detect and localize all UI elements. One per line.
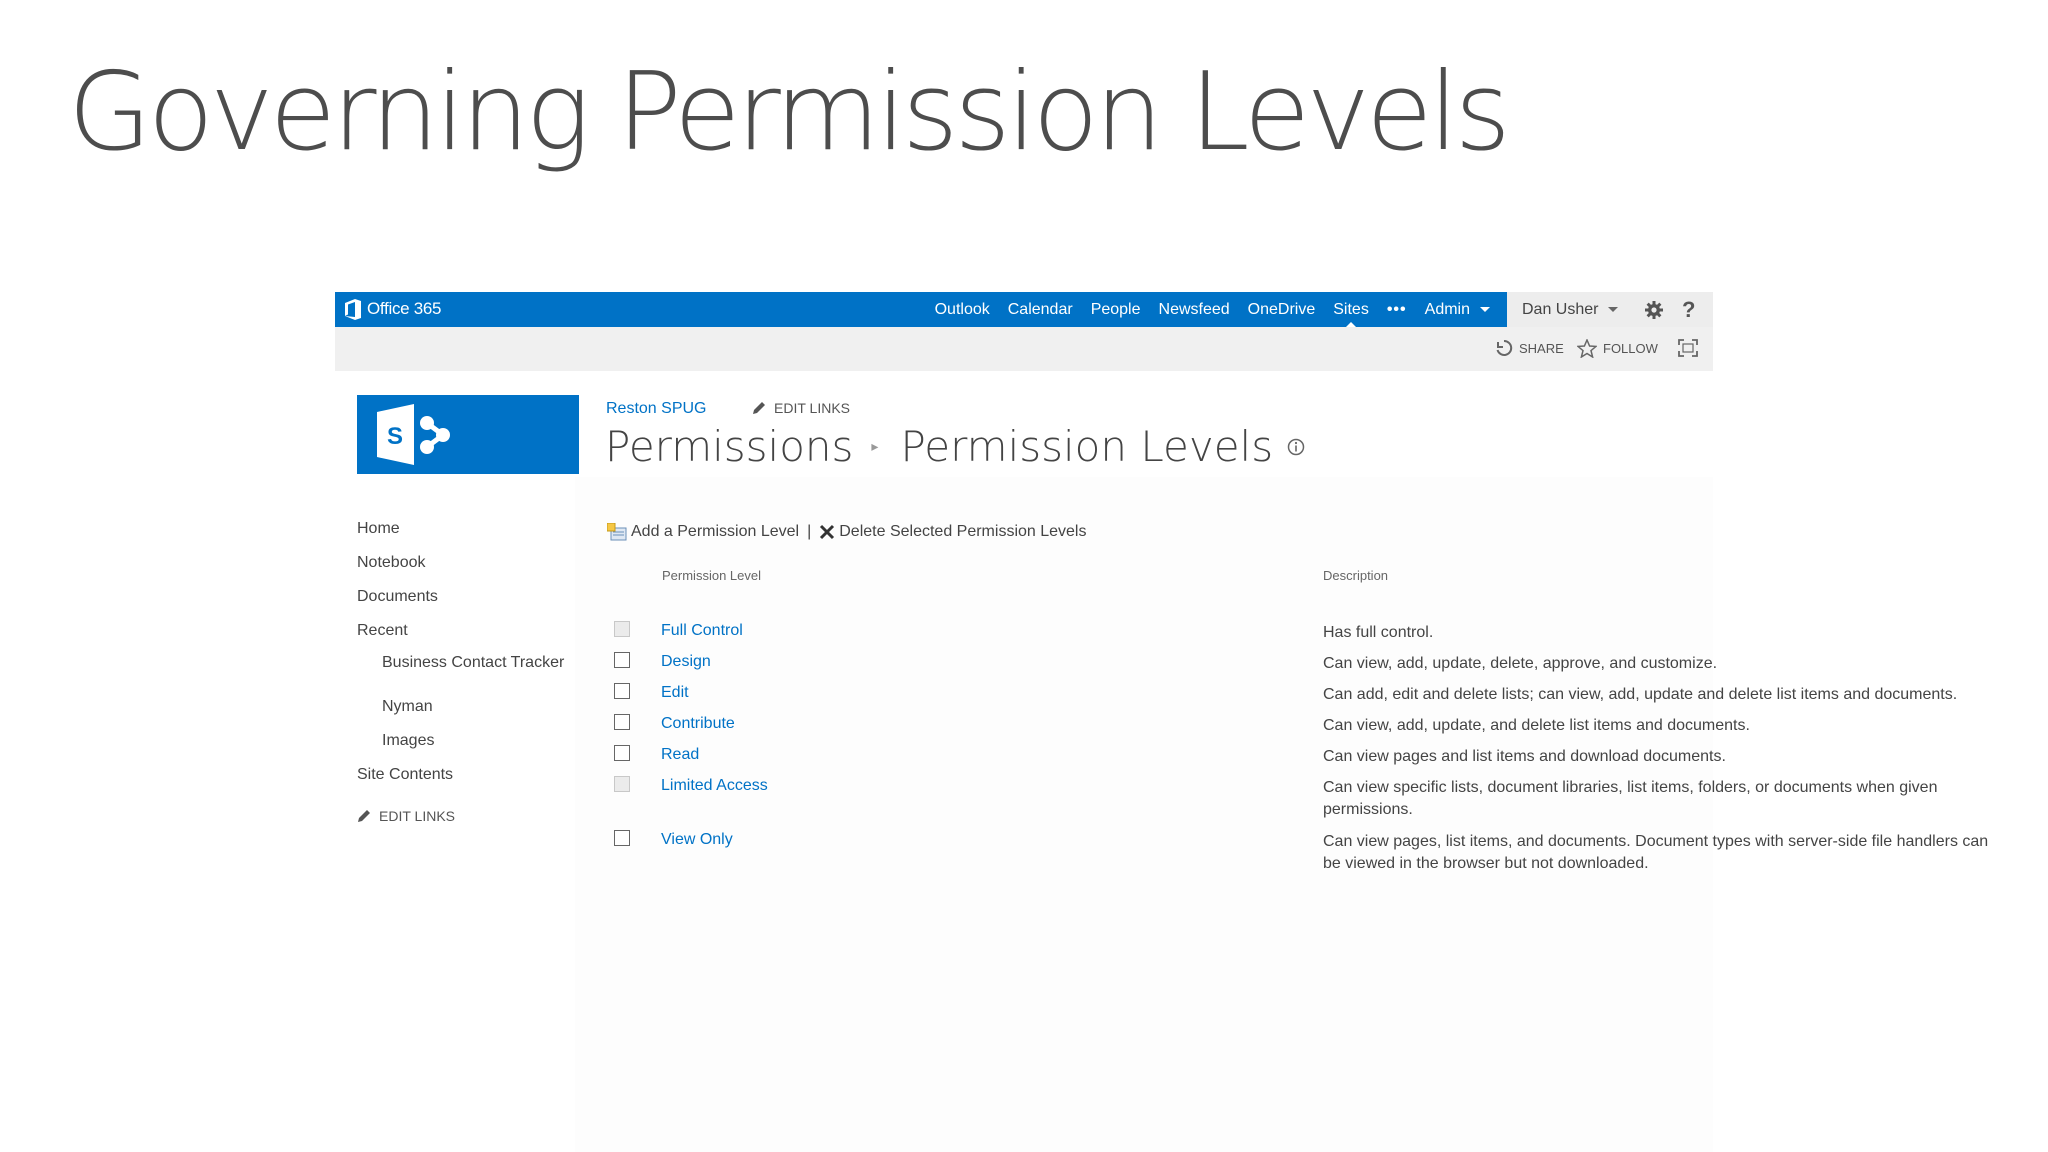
breadcrumb-arrow-icon: ▸ [871,438,879,455]
permission-level-description: Has full control. [1323,624,1434,641]
follow-label: FOLLOW [1603,341,1658,356]
table-row [606,829,1989,883]
suite-nav [926,292,1499,327]
permission-level-description: Can view specific lists, document libraries, list items, folders, or documents when given permissions. [1323,779,1938,818]
page-title [605,422,1305,471]
permission-level-description: Can view, add, update, and delete list items and documents. [1323,717,1750,734]
edit-links-label: EDIT LINKS [774,400,850,416]
focus-icon[interactable] [1678,339,1698,357]
add-permission-level-button[interactable] [607,523,799,541]
delete-permission-levels-button[interactable] [819,523,1086,541]
site-logo[interactable] [357,395,579,474]
ribbon-bar [335,327,1713,371]
column-header-permission-level: Permission Level [662,568,761,583]
nav-recent[interactable]: Recent [357,622,408,639]
row-checkbox[interactable] [614,652,630,668]
suite-nav-sites[interactable]: Sites [1333,292,1369,327]
slide-title: Governing Permission Levels [68,50,1507,175]
table-row [606,682,1958,713]
share-button[interactable] [1495,339,1564,357]
help-icon[interactable]: ? [1682,297,1696,322]
suite-nav-people[interactable]: People [1090,301,1141,318]
permission-level-link[interactable]: Read [661,746,700,763]
user-menu[interactable] [1522,292,1618,327]
left-nav [357,512,577,824]
suite-nav-outlook[interactable]: Outlook [934,301,990,318]
share-label: SHARE [1519,340,1564,356]
breadcrumb-permissions[interactable]: Permissions [605,422,854,471]
row-checkbox [614,776,630,792]
permission-level-description: Can view pages, list items, and documents. Document types with server-side file handlers can be viewed in the browser but not downloaded. [1323,833,1989,872]
row-checkbox[interactable] [614,683,630,699]
sharepoint-logo-icon [357,395,579,474]
pencil-icon [357,809,371,823]
share-icon [1495,339,1513,357]
follow-button[interactable] [1577,339,1658,358]
suite-nav-calendar[interactable]: Calendar [1007,301,1073,318]
site-link[interactable]: Reston SPUG [606,400,707,417]
nav-business-contact-tracker[interactable]: Business Contact Tracker [382,654,565,671]
table-row [606,651,1718,682]
admin-label: Admin [1424,301,1470,318]
permission-level-link[interactable]: Limited Access [661,777,768,794]
table-row [606,775,1938,829]
nav-documents[interactable]: Documents [357,588,438,605]
row-checkbox [614,621,630,637]
permission-level-link[interactable]: View Only [661,831,733,848]
nav-nyman[interactable]: Nyman [382,698,433,715]
info-icon[interactable] [1287,438,1305,456]
suite-nav-onedrive[interactable]: OneDrive [1247,301,1316,318]
nav-notebook[interactable]: Notebook [357,554,426,571]
star-icon [1577,339,1597,358]
permission-level-link[interactable]: Edit [661,684,689,701]
delete-permission-levels-label: Delete Selected Permission Levels [839,523,1087,540]
user-name: Dan Usher [1522,301,1599,318]
office365-brand[interactable]: Office 365 [367,299,442,318]
table-header [606,568,1666,620]
gear-icon[interactable] [1644,300,1664,320]
nav-images[interactable]: Images [382,732,435,749]
svg-text:S: S [386,423,404,450]
row-checkbox[interactable] [614,745,630,761]
permission-level-description: Can add, edit and delete lists; can view, add, update and delete list items and documents. [1323,686,1958,703]
pencil-icon [752,401,766,415]
chevron-down-icon [1608,307,1618,312]
office-logo-icon[interactable] [344,299,362,320]
chevron-down-icon [1480,307,1490,312]
permission-level-description: Can view, add, update, delete, approve, and customize. [1323,655,1718,672]
permission-level-link[interactable]: Contribute [661,715,735,732]
permission-level-link[interactable]: Full Control [661,622,743,639]
add-permission-icon [607,523,627,541]
permission-levels-table [606,568,1989,883]
row-checkbox[interactable] [614,714,630,730]
suite-bar [335,292,1713,327]
permission-level-description: Can view pages and list items and download documents. [1323,748,1726,765]
toolbar-separator: | [807,523,812,540]
edit-links-left[interactable] [357,808,577,824]
suite-nav-admin[interactable] [1425,292,1490,327]
suite-bar-user-area [1507,292,1713,327]
table-row [606,744,1726,775]
breadcrumb-current: Permission Levels [900,422,1274,471]
permission-level-link[interactable]: Design [661,653,711,670]
sharepoint-screenshot [335,292,1989,1152]
suite-nav-newsfeed[interactable]: Newsfeed [1158,301,1230,318]
edit-links-top[interactable] [752,400,850,416]
suite-nav-more[interactable]: ••• [1386,301,1407,318]
permission-toolbar [607,523,1086,541]
row-checkbox[interactable] [614,830,630,846]
table-row [606,713,1750,744]
nav-home[interactable]: Home [357,520,400,537]
add-permission-level-label: Add a Permission Level [631,523,800,540]
edit-links-left-label: EDIT LINKS [379,808,455,824]
delete-x-icon [819,524,835,540]
suite-bar-nav [335,292,1507,327]
nav-site-contents[interactable]: Site Contents [357,766,454,783]
table-row [606,620,1666,651]
column-header-description: Description [1323,568,1389,583]
